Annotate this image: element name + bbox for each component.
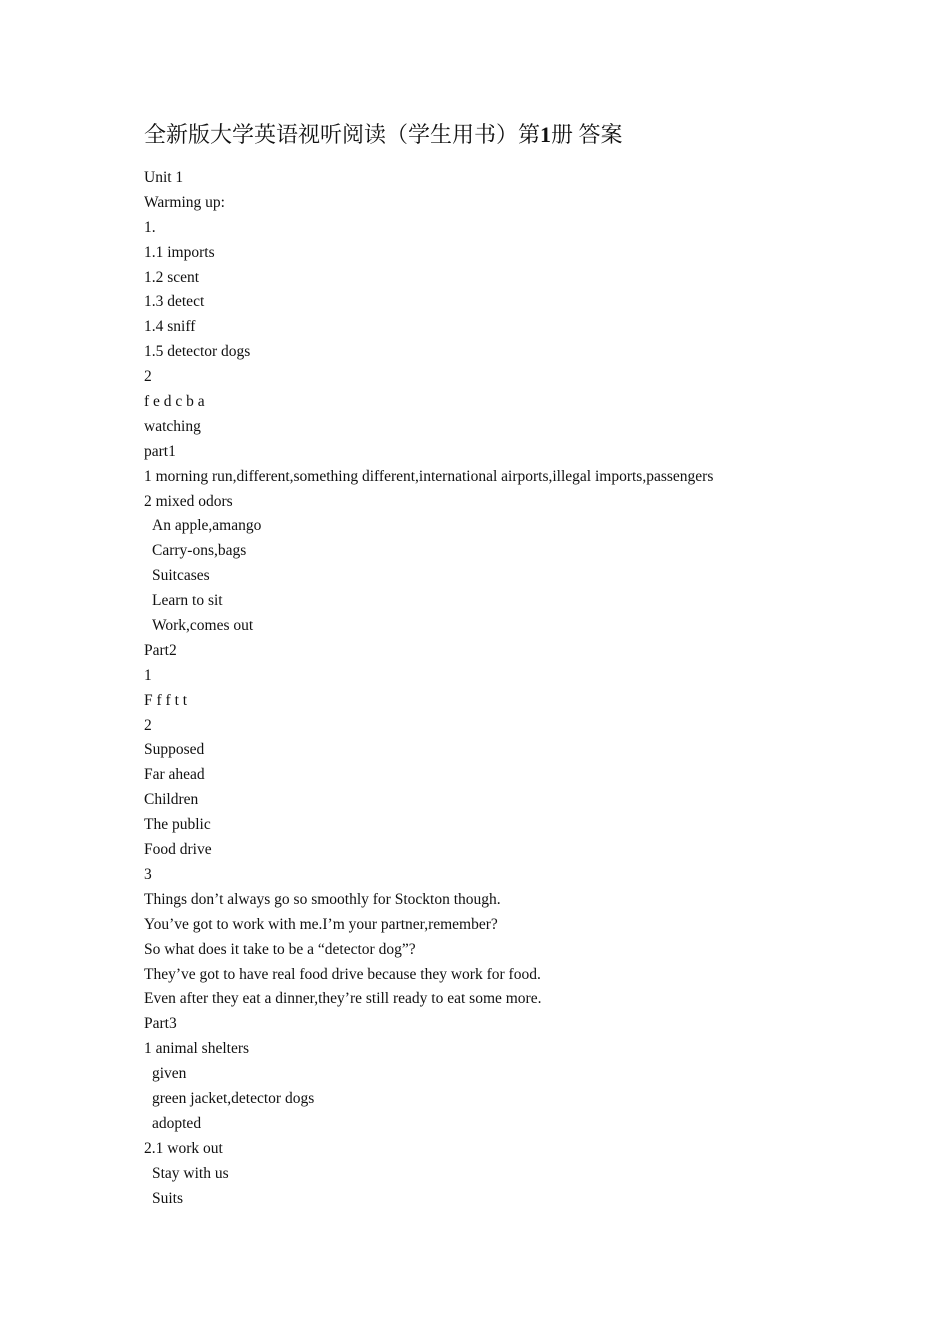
text-line: 1 animal shelters: [144, 1040, 250, 1058]
title-volume-number: 1: [540, 122, 552, 147]
text-line: Supposed: [144, 741, 205, 759]
text-line: 2: [144, 368, 152, 386]
text-line: watching: [144, 417, 201, 435]
text-line: So what does it take to be a “detector dog”?: [144, 940, 416, 958]
text-line: Part3: [144, 1015, 177, 1033]
text-line: 2: [144, 716, 152, 734]
text-line: 2.1 work out: [144, 1139, 223, 1157]
text-line: green jacket,detector dogs: [152, 1089, 315, 1107]
text-line: Unit 1: [144, 169, 184, 186]
text-line: given: [152, 1065, 187, 1083]
title-suffix: 册 答案: [551, 122, 623, 147]
text-line: Even after they eat a dinner,they’re still ready to eat some more.: [144, 990, 542, 1008]
text-line: 2 mixed odors: [144, 492, 233, 510]
text-line: Stay with us: [152, 1164, 229, 1182]
text-line: 1: [144, 666, 152, 684]
text-line: Carry-ons,bags: [152, 542, 247, 560]
text-line: Learn to sit: [152, 592, 223, 610]
document-body: [144, 166, 934, 1211]
text-line: 1.: [144, 218, 156, 236]
text-line: 1.4 sniff: [144, 318, 196, 336]
text-line: 1.5 detector dogs: [144, 343, 251, 361]
text-line: F f f t t: [144, 691, 188, 709]
document-title: [144, 119, 623, 151]
text-line: 1 morning run,different,something different,international airports,illegal imports,passengers: [144, 467, 714, 485]
text-line: part1: [144, 442, 176, 460]
text-line: Work,comes out: [152, 617, 254, 635]
text-line: Part2: [144, 641, 177, 659]
text-line: Far ahead: [144, 766, 205, 784]
text-line: Warming up:: [144, 193, 225, 211]
text-line: An apple,amango: [152, 517, 262, 535]
title-prefix: 全新版大学英语视听阅读（学生用书）第: [144, 122, 541, 147]
text-line: Children: [144, 791, 199, 809]
text-line: Suits: [152, 1189, 184, 1207]
text-line: 3: [144, 865, 152, 883]
text-line: f e d c b a: [144, 393, 205, 411]
text-line: 1.1 imports: [144, 243, 215, 261]
text-line: adopted: [152, 1114, 202, 1132]
text-line: The public: [144, 816, 211, 834]
text-line: You’ve got to work with me.I’m your partner,remember?: [144, 915, 498, 933]
text-line: Things don’t always go so smoothly for Stockton though.: [144, 890, 501, 908]
text-line: 1.3 detect: [144, 293, 205, 311]
text-line: They’ve got to have real food drive because they work for food.: [144, 965, 541, 983]
text-line: 1.2 scent: [144, 268, 200, 286]
text-line: Suitcases: [152, 567, 210, 585]
text-line: Food drive: [144, 841, 212, 859]
